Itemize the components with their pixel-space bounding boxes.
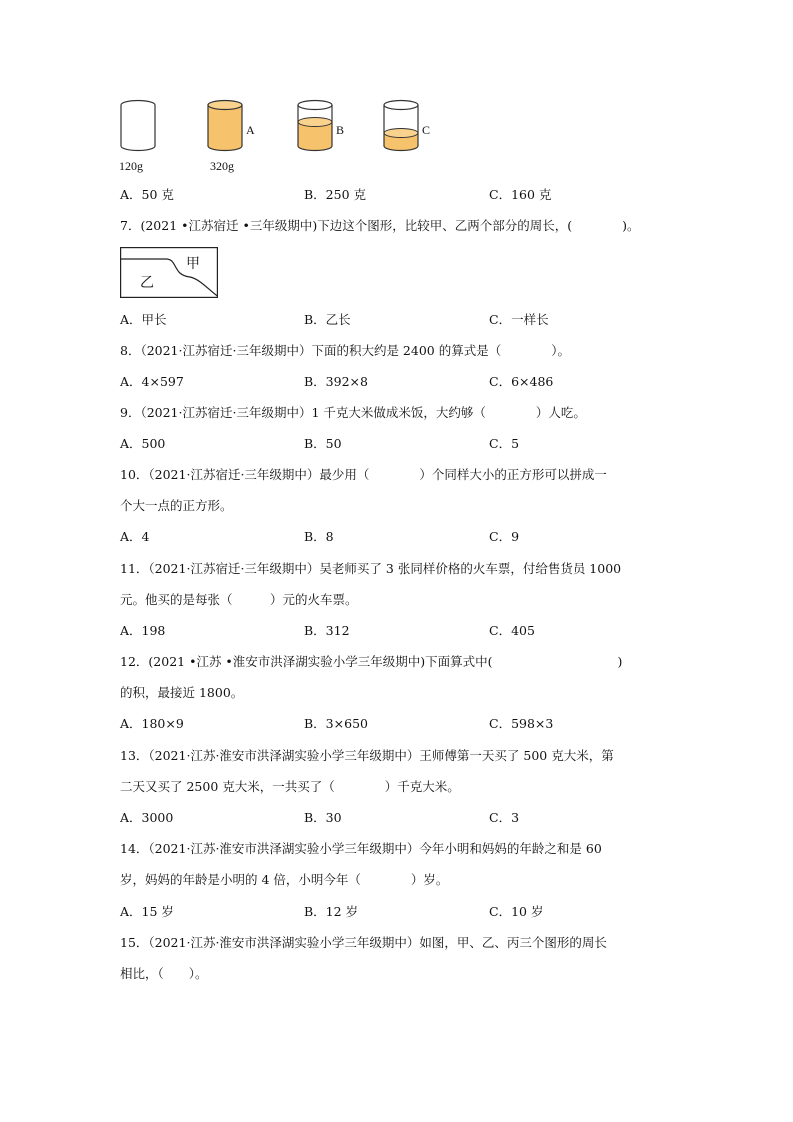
q8-option-c: C．6×486 — [489, 374, 554, 389]
q11-stem-line2: 元。他买的是每张（ ）元的火车票。 — [120, 592, 358, 607]
cup-empty — [121, 101, 155, 151]
q11-stem-line1: 11．（2021·江苏宿迁·三年级期中）吴老师买了 3 张同样价格的火车票，付给售货员 1000 — [120, 561, 622, 576]
cup-a-weight: 320g — [210, 159, 234, 173]
cup-a-label: A — [246, 123, 255, 137]
q14-option-a: A．15 岁 — [120, 904, 174, 919]
q10-option-b: B．8 — [304, 529, 334, 544]
q7-label-jia: 甲 — [186, 256, 200, 272]
cup-c-label: C — [422, 123, 431, 137]
cup-c — [384, 101, 418, 151]
q8-option-b: B．392×8 — [304, 374, 368, 389]
cup-a — [208, 101, 242, 151]
q10-stem-line1: 10．（2021·江苏宿迁·三年级期中）最少用（ ）个同样大小的正方形可以拼成一 — [120, 467, 607, 482]
q7-option-b: B．乙长 — [304, 312, 351, 327]
q14-stem-line1: 14．（2021·江苏·淮安市洪泽湖实验小学三年级期中）今年小明和妈妈的年龄之和是 60 — [120, 841, 602, 856]
cup-empty-weight: 120g — [119, 159, 143, 173]
q15-stem-line1: 15．（2021·江苏·淮安市洪泽湖实验小学三年级期中）如图，甲、乙、丙三个图形的周长 — [120, 935, 607, 950]
q10-option-a: A．4 — [120, 529, 150, 544]
cups-svg — [112, 96, 452, 156]
q13-option-c: C．3 — [489, 810, 520, 825]
q6-option-b: B．250 克 — [304, 187, 367, 202]
q11-option-c: C．405 — [489, 623, 535, 638]
q7-figure — [120, 247, 218, 298]
q8-stem: 8．（2021·江苏宿迁·三年级期中）下面的积大约是 2400 的算式是（ ）。 — [120, 343, 570, 358]
q7-label-yi: 乙 — [140, 275, 154, 291]
q12-stem-line2: 的积，最接近 1800。 — [120, 685, 244, 700]
q13-stem-line2: 二天又买了 2500 克大米，一共买了（ ）千克大米。 — [120, 779, 460, 794]
q7-stem: 7．(2021 •江苏宿迁 •三年级期中)下边这个图形，比较甲、乙两个部分的周长，( )。 — [120, 218, 640, 233]
q14-stem-line2: 岁，妈妈的年龄是小明的 4 倍，小明今年（ ）岁。 — [120, 872, 449, 887]
q14-option-c: C．10 岁 — [489, 904, 544, 919]
q8-option-a: A．4×597 — [120, 374, 184, 389]
q11-option-a: A．198 — [120, 623, 166, 638]
q12-option-c: C．598×3 — [489, 716, 554, 731]
q10-option-c: C．9 — [489, 529, 520, 544]
q6-option-a: A．50 克 — [120, 187, 174, 202]
q13-option-a: A．3000 — [120, 810, 174, 825]
q9-option-b: B．50 — [304, 436, 342, 451]
q12-option-a: A．180×9 — [120, 716, 184, 731]
q11-option-b: B．312 — [304, 623, 350, 638]
cup-b-label: B — [336, 123, 345, 137]
q7-shape-svg — [120, 247, 218, 298]
cup-b — [298, 101, 332, 151]
q9-option-c: C．5 — [489, 436, 520, 451]
cups-figure — [112, 96, 452, 176]
q6-option-c: C．160 克 — [489, 187, 552, 202]
q13-option-b: B．30 — [304, 810, 342, 825]
q12-stem-line1: 12．(2021 •江苏 •淮安市洪泽湖实验小学三年级期中)下面算式中( ) — [120, 654, 623, 669]
q7-option-c: C．一样长 — [489, 312, 549, 327]
q7-option-a: A．甲长 — [120, 312, 167, 327]
q9-option-a: A．500 — [120, 436, 166, 451]
q14-option-b: B．12 岁 — [304, 904, 359, 919]
q13-stem-line1: 13．（2021·江苏·淮安市洪泽湖实验小学三年级期中）王师傅第一天买了 500 克大米，第 — [120, 748, 614, 763]
q12-option-b: B．3×650 — [304, 716, 368, 731]
q10-stem-line2: 个大一点的正方形。 — [120, 498, 233, 513]
q9-stem: 9．（2021·江苏宿迁·三年级期中）1 千克大米做成米饭，大约够（ ）人吃。 — [120, 405, 586, 420]
q15-stem-line2: 相比，（ ）。 — [120, 966, 208, 981]
